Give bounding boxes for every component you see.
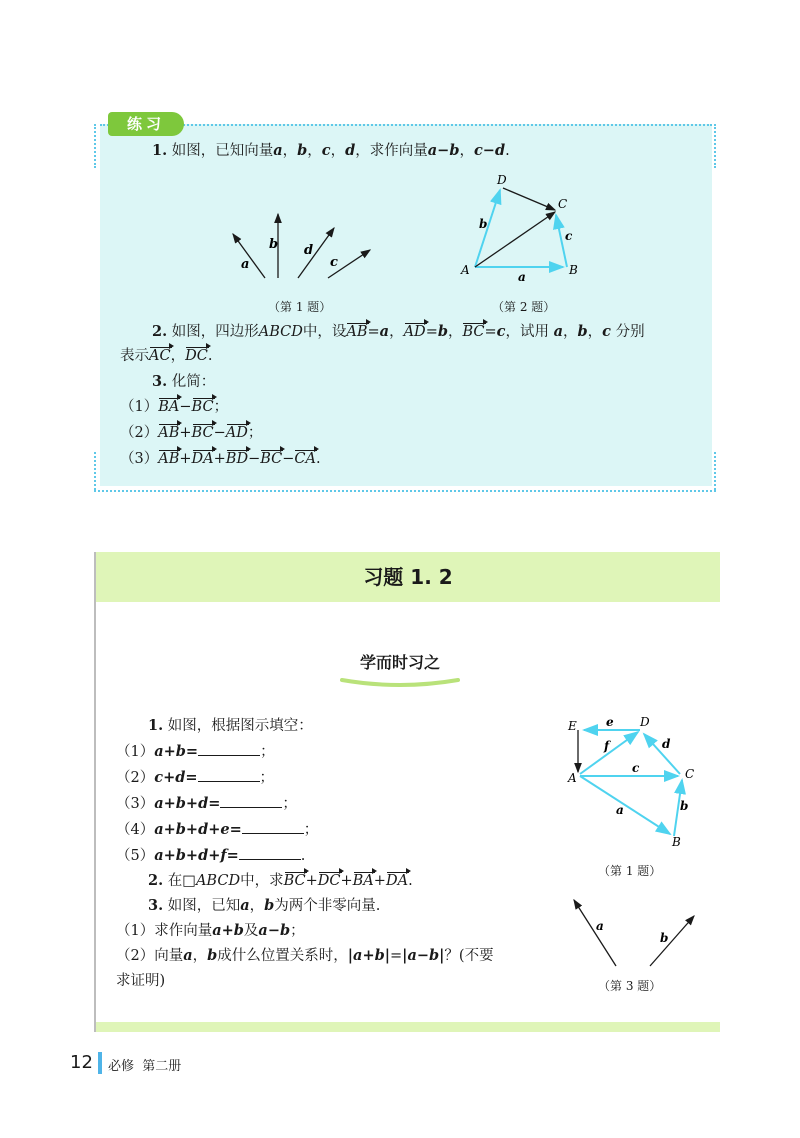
exercise-q2: 2. 在□ABCD中，求BC+DC+BA+DA. bbox=[148, 872, 413, 889]
edge-c: c bbox=[632, 761, 640, 775]
point-A: A bbox=[461, 263, 470, 277]
exercise-footer-band bbox=[96, 1022, 720, 1032]
exercise-q1-item-4: （4）a+b+d+e= ； bbox=[116, 821, 319, 838]
practice-q3-part2: （2）AB+BC−AD； bbox=[120, 425, 263, 441]
practice-border-left-top bbox=[94, 124, 96, 168]
practice-figure-2 bbox=[455, 170, 595, 285]
exercise-q1-item-3: （3）a+b+d= ； bbox=[116, 795, 297, 812]
point-C: C bbox=[558, 197, 568, 211]
practice-figure-1-caption: （第 1 题） bbox=[268, 300, 332, 314]
point-C: C bbox=[685, 767, 695, 781]
edge-e: e bbox=[606, 715, 614, 729]
exercise-q1-item-2: （2）c+d= ； bbox=[116, 769, 275, 786]
exercise-figure-3 bbox=[560, 890, 700, 970]
edge-d: d bbox=[662, 737, 671, 751]
answer-blank[interactable] bbox=[239, 845, 301, 860]
edge-b: b bbox=[680, 799, 689, 813]
practice-q3-part1: （1）BA−BC； bbox=[120, 399, 229, 415]
practice-q2-line2: 表示AC，DC. bbox=[120, 348, 213, 364]
point-A: A bbox=[568, 771, 577, 785]
practice-figure-1 bbox=[220, 200, 380, 290]
edge-a: a bbox=[518, 270, 526, 284]
answer-blank[interactable] bbox=[198, 741, 260, 756]
label-c: c bbox=[330, 255, 338, 270]
page-number: 12 bbox=[70, 1052, 93, 1073]
practice-q2-line1: 2. 如图，四边形ABCD中，设AB=a，AD=b，BC=c，试用 a，b，c 分别 bbox=[152, 323, 645, 340]
edge-c: c bbox=[565, 229, 573, 243]
answer-blank[interactable] bbox=[242, 819, 304, 834]
answer-blank[interactable] bbox=[220, 793, 282, 808]
edge-a: a bbox=[616, 803, 624, 817]
exercise-title: 习题 1. 2 bbox=[363, 565, 453, 589]
practice-q3-title: 3. 化简： bbox=[152, 373, 216, 390]
vector-b-arrow bbox=[650, 916, 694, 966]
practice-border-right-top bbox=[714, 124, 716, 168]
vector-a-arrow bbox=[574, 900, 616, 966]
exercise-q1-item-1: （1）a+b= ； bbox=[116, 743, 275, 760]
exercise-q3-part2: （2）向量a，b成什么位置关系时，|a+b|=|a−b|？(不要 bbox=[116, 947, 494, 964]
vector-a-arrow bbox=[580, 776, 670, 834]
point-B: B bbox=[672, 835, 681, 849]
practice-tag: 练习 bbox=[108, 112, 184, 136]
exercise-q3-part1: （1）求作向量a+b及a−b； bbox=[116, 922, 305, 939]
practice-q1: 1. 如图，已知向量a，b，c，d，求作向量a−b，c−d. bbox=[152, 142, 510, 159]
practice-border-left-bottom bbox=[94, 452, 96, 490]
exercise-figure-1-caption: （第 1 题） bbox=[598, 864, 662, 878]
point-D: D bbox=[640, 715, 650, 729]
edge-b: b bbox=[479, 217, 488, 231]
label-a: a bbox=[241, 257, 250, 272]
footer-bar bbox=[98, 1052, 102, 1074]
label-b: b bbox=[269, 237, 279, 252]
edge-f: f bbox=[604, 739, 610, 753]
practice-q3-part3: （3）AB+DA+BD−BC−CA. bbox=[120, 451, 321, 467]
exercise-q1: 1. 如图，根据图示填空： bbox=[148, 717, 313, 734]
practice-border-right-bottom bbox=[714, 452, 716, 490]
point-B: B bbox=[569, 263, 578, 277]
exercise-q1-item-5: （5）a+b+d+f= . bbox=[116, 847, 306, 864]
practice-figure-2-caption: （第 2 题） bbox=[492, 300, 556, 314]
footer-book: 必修 第二册 bbox=[108, 1059, 182, 1074]
label-b: b bbox=[660, 931, 669, 945]
exercise-subtitle: 学而时习之 bbox=[359, 653, 440, 672]
exercise-figure-1 bbox=[560, 710, 710, 855]
point-D: D bbox=[497, 173, 507, 187]
answer-blank[interactable] bbox=[198, 767, 260, 782]
practice-border-top bbox=[100, 124, 712, 126]
label-a: a bbox=[596, 919, 604, 933]
label-d: d bbox=[304, 243, 314, 258]
vector-DC-arrow bbox=[503, 188, 555, 210]
practice-border-bottom bbox=[94, 490, 716, 492]
exercise-q3-part2-cont: 求证明) bbox=[116, 973, 166, 989]
exercise-q3: 3. 如图，已知a，b为两个非零向量. bbox=[148, 897, 381, 914]
exercise-figure-3-caption: （第 3 题） bbox=[598, 979, 662, 993]
point-E: E bbox=[568, 719, 577, 733]
